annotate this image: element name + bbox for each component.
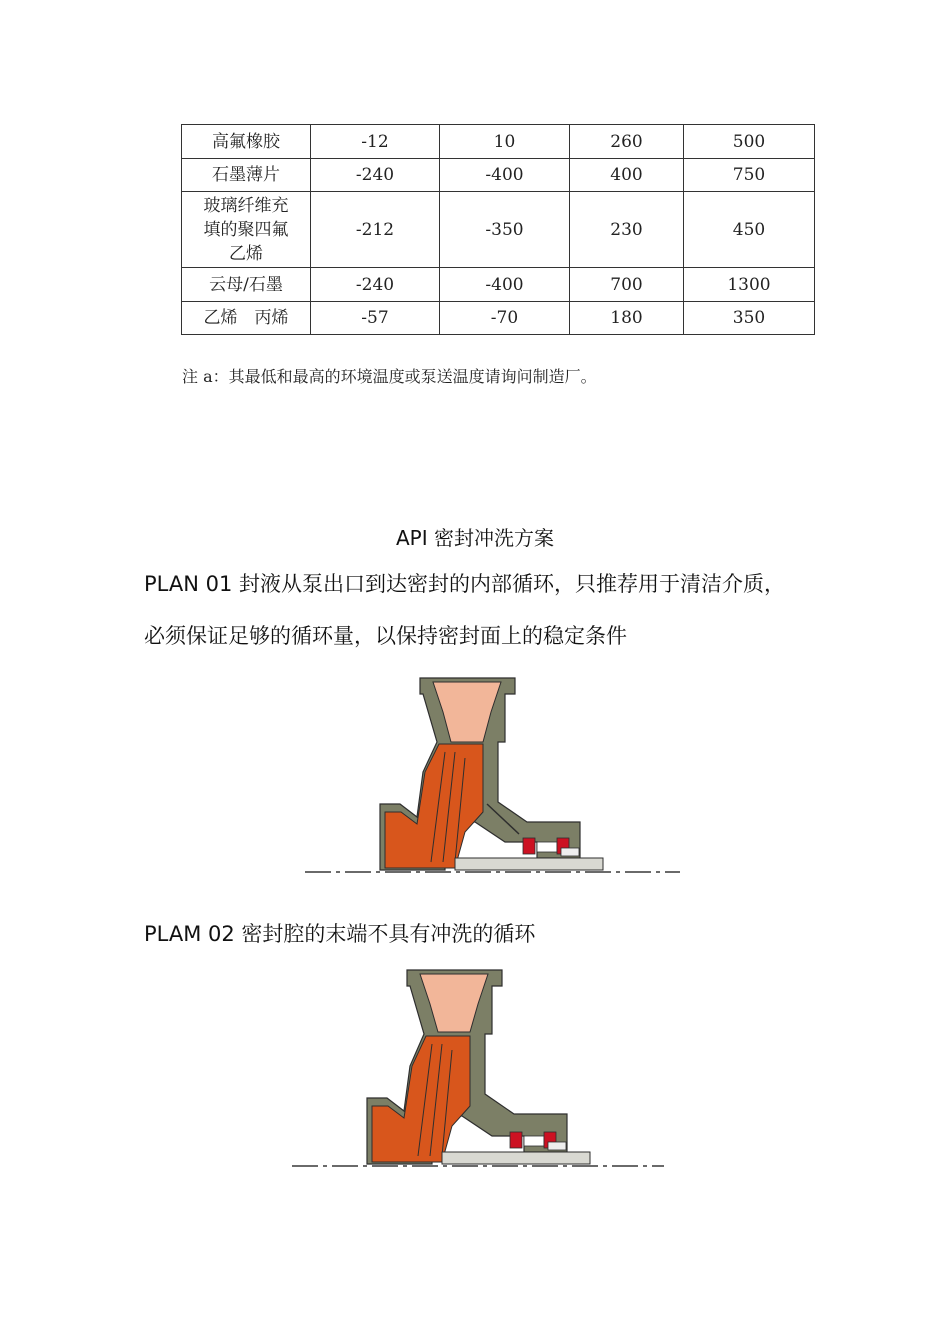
- plan02-line: [144, 918, 535, 948]
- material-line: 填的聚四氟: [203, 219, 289, 240]
- shaft: [455, 858, 603, 870]
- value-cell: 700: [570, 268, 684, 302]
- table-row: [182, 268, 815, 302]
- value-cell: 750: [684, 159, 815, 192]
- value-cell: 500: [684, 125, 815, 159]
- value-cell: -350: [440, 192, 570, 268]
- table-row: [182, 302, 815, 335]
- material-cell: [182, 192, 311, 268]
- value-cell: -240: [311, 159, 440, 192]
- section-title: API 密封冲洗方案: [396, 526, 554, 550]
- plan02-pump-seal-diagram: [292, 966, 672, 1176]
- value-cell: 260: [570, 125, 684, 159]
- value-cell: -240: [311, 268, 440, 302]
- value-cell: -400: [440, 159, 570, 192]
- value-cell: -212: [311, 192, 440, 268]
- plan01-text-line1: 封液从泵出口到达密封的内部循环，只推荐用于清洁介质，: [239, 572, 786, 596]
- value-cell: -400: [440, 268, 570, 302]
- table-row: [182, 192, 815, 268]
- value-cell: 230: [570, 192, 684, 268]
- material-temperature-table: [181, 124, 815, 335]
- material-cell: 云母/石墨: [182, 268, 311, 302]
- plan02-text: 密封腔的末端不具有冲洗的循环: [241, 922, 536, 946]
- plan01-text-line2: 必须保证足够的循环量，以保持密封面上的稳定条件: [144, 624, 627, 648]
- value-cell: 350: [684, 302, 815, 335]
- material-cell: 石墨薄片: [182, 159, 311, 192]
- value-cell: 1300: [684, 268, 815, 302]
- shaft: [442, 1152, 590, 1164]
- table-footnote: 注 a：其最低和最高的环境温度或泵送温度请询问制造厂。: [182, 367, 597, 386]
- plan01-code: PLAN 01: [144, 572, 233, 596]
- plan01-line1: [144, 568, 785, 598]
- value-cell: 450: [684, 192, 815, 268]
- value-cell: -12: [311, 125, 440, 159]
- value-cell: -57: [311, 302, 440, 335]
- value-cell: -70: [440, 302, 570, 335]
- material-cell: 高氟橡胶: [182, 125, 311, 159]
- material-cell: 乙烯 丙烯: [182, 302, 311, 335]
- material-line: 玻璃纤维充: [203, 195, 289, 216]
- plan01-pump-seal-diagram: [305, 672, 685, 882]
- plan02-code: PLAM 02: [144, 922, 235, 946]
- value-cell: 180: [570, 302, 684, 335]
- table-row: [182, 125, 815, 159]
- value-cell: 10: [440, 125, 570, 159]
- value-cell: 400: [570, 159, 684, 192]
- table-row: [182, 159, 815, 192]
- material-line: 乙烯: [229, 243, 263, 264]
